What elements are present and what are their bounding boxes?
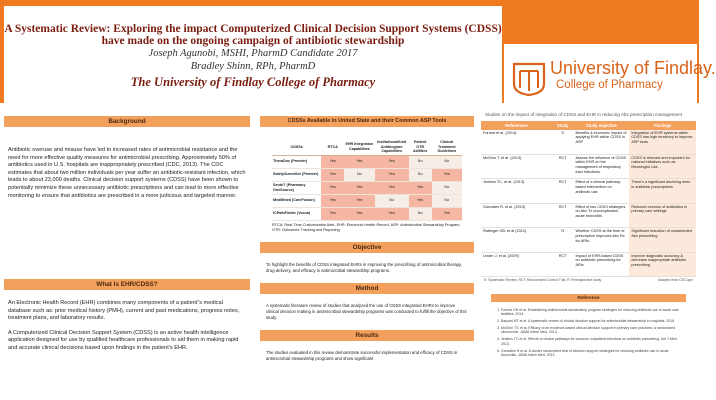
- review-table: [481, 121, 696, 278]
- reference-item: 3. McGinn TG et al. Efficacy of an evidence-based clinical decision support in primary care practices: a randomized clinical trial. JAMA Intern Med. 2013.: [501, 326, 684, 335]
- cdss-table-heading: CDSSs Available in United State and their Common ASP Tools: [260, 116, 474, 127]
- objective-body: To highlight the benefits of CDSS integrated EHRs in improving the prescribing of antimicrobial therapy, drug delivery, and efficacy in antimicrobial stewardship programs.: [266, 261, 463, 273]
- background-paragraph: Antibiotic overuse and misuse have led to increased rates of antimicrobial resistance and the need for more effective quality measures for antimicrobial prescribing. Approximately 50% of antibiotics used in U.S. hospitals are inappropriately prescribed (CDC, 2013). The CDC estimates that about two million individuals per year suffer an antibiotic-resistant infection, which leads to about 23,000 deaths. Clinical decision support systems (CDSS) have been shown to potentially minimize these unnecessary antibiotic prescriptions and can lead to more effective monitoring to ensure that antibiotics are prescribed in a more judicious and targeted manner.: [8, 147, 246, 199]
- cdss-col-header: RTCA: [321, 139, 344, 155]
- reference-item: 2. Baysari MT et al. A systematic review of clinical decision support for antimicrobial stewardship in hospitals. 2016.: [501, 319, 684, 324]
- cdss-col-header: EHR Integration Capabilities: [344, 139, 374, 155]
- review-objective: Effect of a clinical pathway-based intervention on antibiotic use: [573, 179, 629, 204]
- cdss-cell: No: [409, 155, 432, 168]
- cdss-cell: Yes: [344, 194, 374, 207]
- objective-heading: Objective: [260, 242, 474, 253]
- review-finding: There's a significant declining seen in antibiotic prescriptions: [629, 179, 696, 204]
- table-row: [272, 207, 462, 220]
- ehr-paragraph-2: A Computerized Clinical Decision Support System (CDSS) is an active health intelligence application designed for use by qualified healthcare professionals to aid them in making rapid and accurate clinical decisions based upon findings in the patient’s EHR.: [8, 329, 239, 351]
- review-col-header: Study objective: [573, 121, 629, 130]
- review-objective: Benefits & economic impact of applying EHR within CDSS in ASP: [573, 130, 629, 155]
- review-finding: CDSS is relevant and important for national initiatives such as Meaningful Use.: [629, 154, 696, 179]
- author-1: Joseph Agunobi, MSHI, PharmD Candidate 2017: [148, 48, 358, 59]
- cdss-cell: Yes: [375, 168, 409, 181]
- cdss-cell: No: [409, 168, 432, 181]
- review-reference: McGinn T. et al. (2013): [481, 154, 552, 179]
- cdss-cell: Yes: [344, 207, 374, 220]
- left-column: [4, 116, 250, 400]
- method-body: A systematic literature review of studies that analyzed the use of CDSS integrated EHRs to improve clinical decision making in antimicrobial stewardship programs was conducted to fulfill the objective of this study.: [266, 302, 467, 320]
- reference-item: 5. Gonzales R et al. A cluster randomized trial of decision support strategies for reducing antibiotic use in acute bronchitis. JAMA Intern Med. 2013.: [501, 349, 684, 358]
- references-list: [491, 302, 686, 358]
- background-heading: Background: [4, 116, 250, 127]
- cdss-cell: Yes: [409, 181, 432, 194]
- review-finding: Significant reduction of unwarranted Abx prescribing: [629, 228, 696, 253]
- table-row: [272, 168, 462, 181]
- cdss-cell: Yes: [344, 155, 374, 168]
- references-heading: Reference: [491, 294, 686, 302]
- cdss-name: SafetySurveillor (Premier): [272, 168, 321, 181]
- cdss-cell: Yes: [321, 168, 344, 181]
- results-heading: Results: [260, 330, 474, 341]
- review-reference: Gonzales R. et al. (2013): [481, 203, 552, 228]
- review-col-header: Study: [552, 121, 574, 130]
- table-row: [481, 228, 696, 253]
- ehr-heading: What Is EHR/CDSS?: [4, 279, 250, 290]
- review-table-footnotes: [481, 277, 696, 283]
- cdss-cell: Yes: [321, 181, 344, 194]
- background-body: [4, 127, 250, 260]
- cdss-cell: Yes: [432, 168, 462, 181]
- logo-college-name: College of Pharmacy: [556, 79, 663, 91]
- method-heading: Method: [260, 283, 474, 294]
- cdss-cell: Yes: [321, 155, 344, 168]
- cdss-name: MedMined (CareFusion): [272, 194, 321, 207]
- review-study-type: RCT: [552, 179, 574, 204]
- cdss-cell: No: [432, 155, 462, 168]
- cdss-cell: Yes: [344, 181, 374, 194]
- table-row: [481, 179, 696, 204]
- review-reference: Forrest et al. (2014).: [481, 130, 552, 155]
- cdss-table-header-row: [272, 139, 462, 155]
- cdss-col-header: CDSSs: [272, 139, 321, 155]
- review-study-type: RCT: [552, 203, 574, 228]
- review-study-type: RCT: [552, 154, 574, 179]
- review-table-header-row: [481, 121, 696, 130]
- cdss-col-header: Clinical Treatment Guidelines: [432, 139, 462, 155]
- findlay-logo-icon: [512, 62, 546, 96]
- table-row: [272, 181, 462, 194]
- cdss-cell: Yes: [321, 194, 344, 207]
- author-2: Bradley Shinn, RPh, PharmD: [190, 61, 316, 72]
- table-row: [481, 252, 696, 277]
- cdss-cell: Yes: [409, 194, 432, 207]
- ehr-body: [4, 290, 250, 353]
- cdss-table-footnote: RTCA: Real-Time Customizable Alert, EHR: Electronic Health Record, ASP: Antimicrobial Stewardship Program, OTR: Outcomes Tracking and Reporting: [272, 222, 461, 232]
- cdss-cell: Yes: [375, 155, 409, 168]
- table-row: [272, 155, 462, 168]
- cdss-cell: Yes: [375, 207, 409, 220]
- review-objective: Effect of two CDSS strategies on Abx Tx uncomplicated acute bronchitis: [573, 203, 629, 228]
- cdss-cell: No: [409, 207, 432, 220]
- review-objective: Impact of EHR-based CDSS on antibiotic prescribing for ARIs.: [573, 252, 629, 277]
- cdss-cell: No: [432, 181, 462, 194]
- college-name: The University of Findlay College of Pharmacy: [130, 75, 376, 89]
- review-finding: Integration of EHR systems within CDSS has high tendency to improve ASP tools: [629, 130, 696, 155]
- review-table-caption: Studies on the impact of integration of CDSS and EHR in reducing Abx prescription management: [485, 112, 682, 117]
- references-section: [481, 294, 696, 358]
- table-row: [481, 130, 696, 155]
- cdss-cell: No: [375, 194, 409, 207]
- review-col-header: References: [481, 121, 552, 130]
- review-objective: Assess the influence of CDSS within EHR on the management of respiratory tract infections.: [573, 154, 629, 179]
- ehr-paragraph-1: An Electronic Health Record (EHR) combines many components of a patient”s medical database such as: prior medical history (PMH), current and past medications, progress notes, treatment plans, and laboratory results.: [8, 300, 240, 322]
- cdss-table-wrap: [260, 127, 474, 233]
- cdss-name: ICPathFinder (Vecna): [272, 207, 321, 220]
- right-column: [481, 108, 696, 400]
- review-footnote-right: Adapted from CDC.gov: [657, 278, 693, 283]
- cdss-cell: Yes: [432, 207, 462, 220]
- reference-item: 4. Jenkins TC et al. Effects of clinical pathways for common outpatient infections on antibiotic prescribing. Am J Med. 2013.: [501, 337, 684, 346]
- cdss-cell: No: [344, 168, 374, 181]
- cdss-name: TheraDoc (Premier): [272, 155, 321, 168]
- university-logo: [504, 44, 716, 103]
- review-study-type: R: [552, 228, 574, 253]
- review-footnote-left: S: Systematic Review, RCT: Randomized Control Trial, R: Retrospective study: [484, 278, 602, 283]
- table-row: [481, 154, 696, 179]
- review-col-header: Findings: [629, 121, 696, 130]
- poster-title: A Systematic Review: Exploring the impact Computerized Clinical Decision Support Systems (CDSS) have made on the ongoing campaign of antibiotic stewardship: [4, 23, 502, 47]
- logo-university-name: University of Findlay.: [550, 58, 716, 78]
- cdss-col-header: Patient OTR Abilities: [409, 139, 432, 155]
- cdss-cell: Yes: [375, 181, 409, 194]
- review-reference: Linder J, et al. (2009): [481, 252, 552, 277]
- review-finding: Reduced overuse of antibiotics in primary care settings: [629, 203, 696, 228]
- cdss-col-header: Institutional/Unit Antibiogram Capabilities: [375, 139, 409, 155]
- title-panel: [4, 6, 502, 103]
- review-reference: Rattinger GB, et al (2012).: [481, 228, 552, 253]
- reference-item: 1. Forrest GN et al. Establishing antimicrobial stewardship program strategies for reducing antibiotic use in acute care facilities. 2014.: [501, 308, 684, 317]
- results-body: The studies evaluated in this review demonstrate successful implementation and efficacy of CDSS in antimicrobial stewardship programs and show significant: [266, 349, 458, 361]
- cdss-table: [272, 139, 462, 221]
- review-study-type: S: [552, 130, 574, 155]
- review-study-type: RCT: [552, 252, 574, 277]
- review-finding: Improve diagnostic accuracy & decrease inappropriate antibiotic prescribing: [629, 252, 696, 277]
- cdss-cell: No: [432, 194, 462, 207]
- middle-column: [260, 116, 474, 400]
- cdss-name: Sentri7 (Pharmacy OneSource): [272, 181, 321, 194]
- cdss-cell: Yes: [321, 207, 344, 220]
- table-row: [272, 194, 462, 207]
- table-row: [481, 203, 696, 228]
- review-objective: Whether CDSS at the time of prescription improves Abx Rx for ARIs.: [573, 228, 629, 253]
- review-reference: Jenkins TC, et al. (2013): [481, 179, 552, 204]
